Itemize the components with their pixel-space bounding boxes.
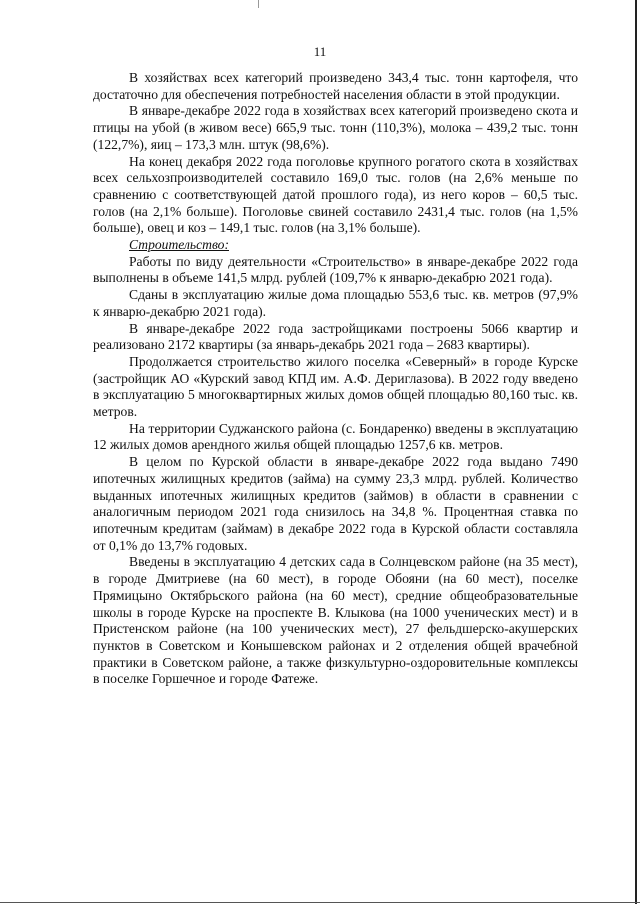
document-body <box>93 70 578 688</box>
paragraph-severny-settlement: Продолжается строительство жилого поселка «Северный» в городе Курске (застройщик АО «Курский завод КПД им. А.Ф. Дериглазова). В 2022 году введено в эксплуатацию 5 многоквартирных жилых домов общей площадью 80,160 тыс. кв. метров. <box>93 353 578 420</box>
page-edge-bottom <box>0 902 640 903</box>
page-number: 11 <box>313 44 327 59</box>
paragraph-construction-volume: Работы по виду деятельности «Строительство» в январе-декабре 2022 года выполнены в объеме 141,5 млрд. рублей (109,7% к январю-декабрю 2021 года). <box>93 253 578 286</box>
section-heading-construction: Строительство: <box>129 237 229 253</box>
paragraph-housing-commissioned: Сданы в эксплуатацию жилые дома площадью 553,6 тыс. кв. метров (97,9% к январю-декабрю 2021 года). <box>93 287 578 319</box>
page-edge-right <box>635 0 637 904</box>
scan-mark <box>258 0 259 8</box>
paragraph-social-facilities: Введены в эксплуатацию 4 детских сада в Солнцевском районе (на 35 мест), в городе Дмитриеве (на 60 мест), в городе Обояни (на 60 мест), поселке Прямицыно Октябрьского района (на 60 мест), средние общеобразовательные школы в городе Курске на проспекте В. Клыкова (на 1000 ученических мест) и в Пристенском районе (на 100 ученических мест), 27 фельдшерско-акушерских пунктов в Советском и Конышевском районах и 2 отделения общей врачебной практики в Советском районе, а также физкультурно-оздоровительные комплексы в поселке Горшечное и городе Фатеже. <box>93 554 578 687</box>
paragraph-apartments: В январе-декабре 2022 года застройщиками построены 5066 квартир и реализовано 2172 квартиры (за январь-декабрь 2021 года – 2683 квартиры). <box>93 320 578 353</box>
paragraph-mortgage: В целом по Курской области в январе-декабре 2022 года выдано 7490 ипотечных жилищных кредитов (займа) на сумму 23,3 млрд. рублей. Количество выданных ипотечных жилищных кредитов (займов) в области в сравнении с аналогичным периодом 2021 года снизилось на 34,8 %. Процентная ставка по ипотечным кредитам (займам) в декабре 2022 года в Курской области составляла от 0,1% до 13,7% годовых. <box>93 454 578 553</box>
paragraph-cattle-headcount: На конец декабря 2022 года поголовье крупного рогатого скота в хозяйствах всех сельхозпроизводителей составило 169,0 тыс. голов (на 2,6% меньше по сравнению с соответствующей датой прошлого года), из него коров – 60,5 тыс. голов (на 2,1% больше). Поголовье свиней составило 2431,4 тыс. голов (на 1,5% больше), овец и коз – 149,1 тыс. голов (на 3,1% больше). <box>93 153 578 236</box>
paragraph-livestock-production: В январе-декабре 2022 года в хозяйствах всех категорий произведено скота и птицы на убой (в живом весе) 665,9 тыс. тонн (110,3%), молока – 439,2 тыс. тонн (122,7%), яиц – 173,3 млн. штук (98,6%). <box>93 103 578 152</box>
paragraph-potato: В хозяйствах всех категорий произведено 343,4 тыс. тонн картофеля, что достаточно для обеспечения потребностей населения области в этой продукции. <box>93 70 578 102</box>
paragraph-sudzha-rental-housing: На территории Суджанского района (с. Бондаренко) введены в эксплуатацию 12 жилых домов арендного жилья общей площадью 1257,6 кв. метров. <box>93 420 578 453</box>
